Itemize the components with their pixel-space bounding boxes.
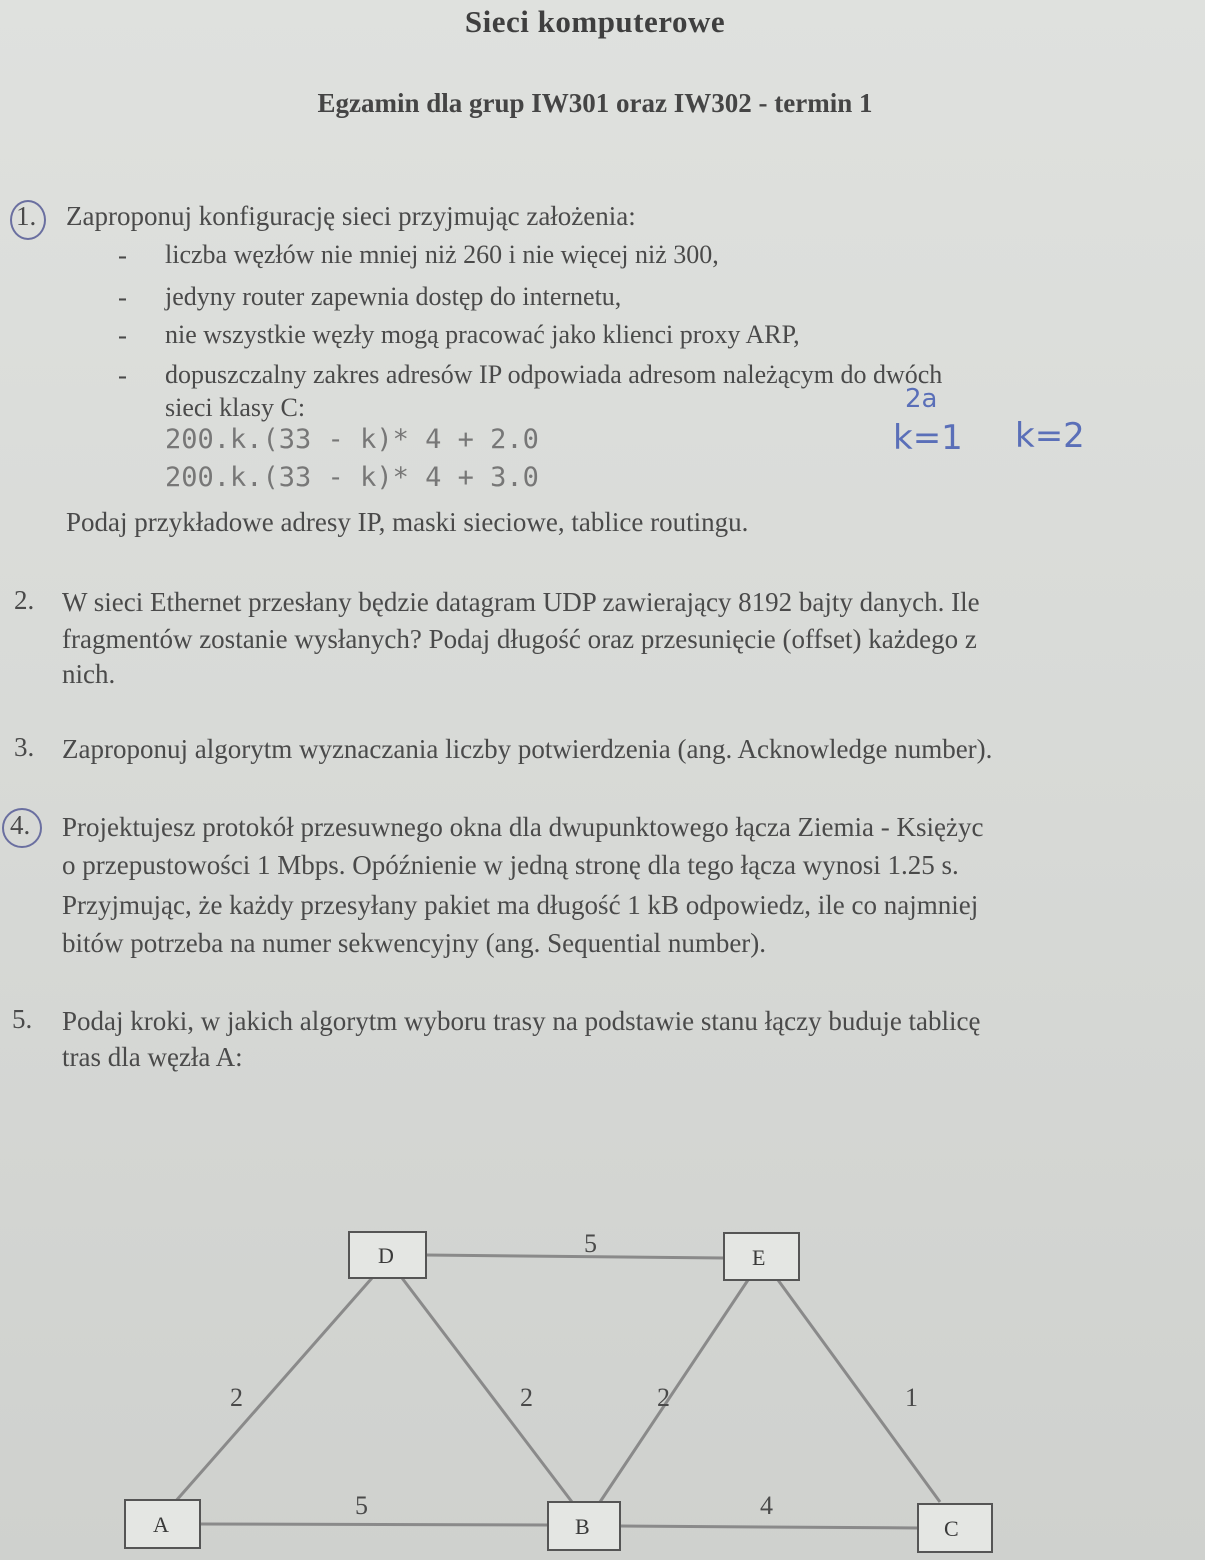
task5-number: 5. [12,1004,33,1034]
node-c-label: C [944,1516,959,1541]
weight-b-c: 4 [760,1491,773,1520]
weight-d-a: 2 [230,1383,243,1412]
node-b-label: B [575,1514,590,1539]
task2-number: 2. [14,585,35,615]
bullet-dash: - [118,240,127,270]
edge-a-b [200,1524,548,1525]
task1-address-1: 200.k.(33 - k)* 4 + 2.0 [165,424,539,455]
task2-line-3: nich. [62,659,116,689]
edge-e-b [600,1280,748,1502]
network-graph [0,1180,1205,1560]
edge-d-e [426,1255,724,1258]
node-d [349,1232,426,1278]
task5-line-2: tras dla węzła A: [62,1042,243,1072]
task4-number: 4. [10,810,31,840]
task1-bullet-4-cont: sieci klasy C: [165,393,306,422]
task3-number: 3. [14,732,35,762]
handwritten-k1: k=1 [893,418,963,458]
task1-intro: Zaproponuj konfigurację sieci przyjmując założenia: [66,201,636,231]
task4-line-3: Przyjmując, że każdy przesyłany pakiet ma długość 1 kB odpowiedz, ile co najmniej [62,890,979,920]
handwritten-k2: k=2 [1015,416,1085,456]
bullet-dash: - [118,360,127,390]
edge-d-a [175,1278,372,1502]
weight-d-b: 2 [520,1383,533,1412]
node-a [125,1500,200,1548]
edge-d-b [402,1278,572,1502]
weight-d-e: 5 [584,1229,597,1258]
weight-e-c: 1 [905,1383,918,1412]
node-c [918,1504,992,1552]
task2-line-2: fragmentów zostanie wysłanych? Podaj długość oraz przesunięcie (offset) każdego z [62,624,977,654]
task3-line-1: Zaproponuj algorytm wyznaczania liczby potwierdzenia (ang. Acknowledge number). [62,734,993,764]
node-a-label: A [153,1512,169,1537]
task1-outro: Podaj przykładowe adresy IP, maski sieciowe, tablice routingu. [66,507,749,537]
page-title: Sieci komputerowe [464,4,726,39]
task1-bullet-4: dopuszczalny zakres adresów IP odpowiada adresom należącym do dwóch [165,360,943,389]
node-b [548,1502,620,1550]
task1-number: 1. [16,201,37,231]
task1-bullet-3: nie wszystkie węzły mogą pracować jako klienci proxy ARP, [165,320,800,349]
weight-a-b: 5 [355,1491,368,1520]
task1-address-2: 200.k.(33 - k)* 4 + 3.0 [165,462,539,493]
bullet-dash: - [118,320,127,350]
task5-line-1: Podaj kroki, w jakich algorytm wyboru trasy na podstawie stanu łączy buduje tablicę [62,1006,981,1036]
handwritten-note: 2a [905,384,938,414]
edge-b-c [620,1526,918,1528]
task4-line-4: bitów potrzeba na numer sekwencyjny (ang. Sequential number). [62,928,767,958]
task4-line-1: Projektujesz protokół przesuwnego okna dla dwupunktowego łącza Ziemia - Księżyc [62,812,984,842]
weight-e-b: 2 [657,1383,670,1412]
page-subtitle: Egzamin dla grup IW301 oraz IW302 - termin 1 [317,88,873,118]
task4-line-2: o przepustowości 1 Mbps. Opóźnienie w jedną stronę dla tego łącza wynosi 1.25 s. [62,850,959,880]
node-e [724,1233,799,1280]
bullet-dash: - [118,282,127,312]
task1-bullet-2: jedyny router zapewnia dostęp do internetu, [165,282,622,311]
node-d-label: D [378,1243,394,1268]
task2-line-1: W sieci Ethernet przesłany będzie datagram UDP zawierający 8192 bajty danych. Ile [62,587,980,617]
task1-bullet-1: liczba węzłów nie mniej niż 260 i nie więcej niż 300, [165,240,719,269]
node-e-label: E [752,1245,766,1270]
